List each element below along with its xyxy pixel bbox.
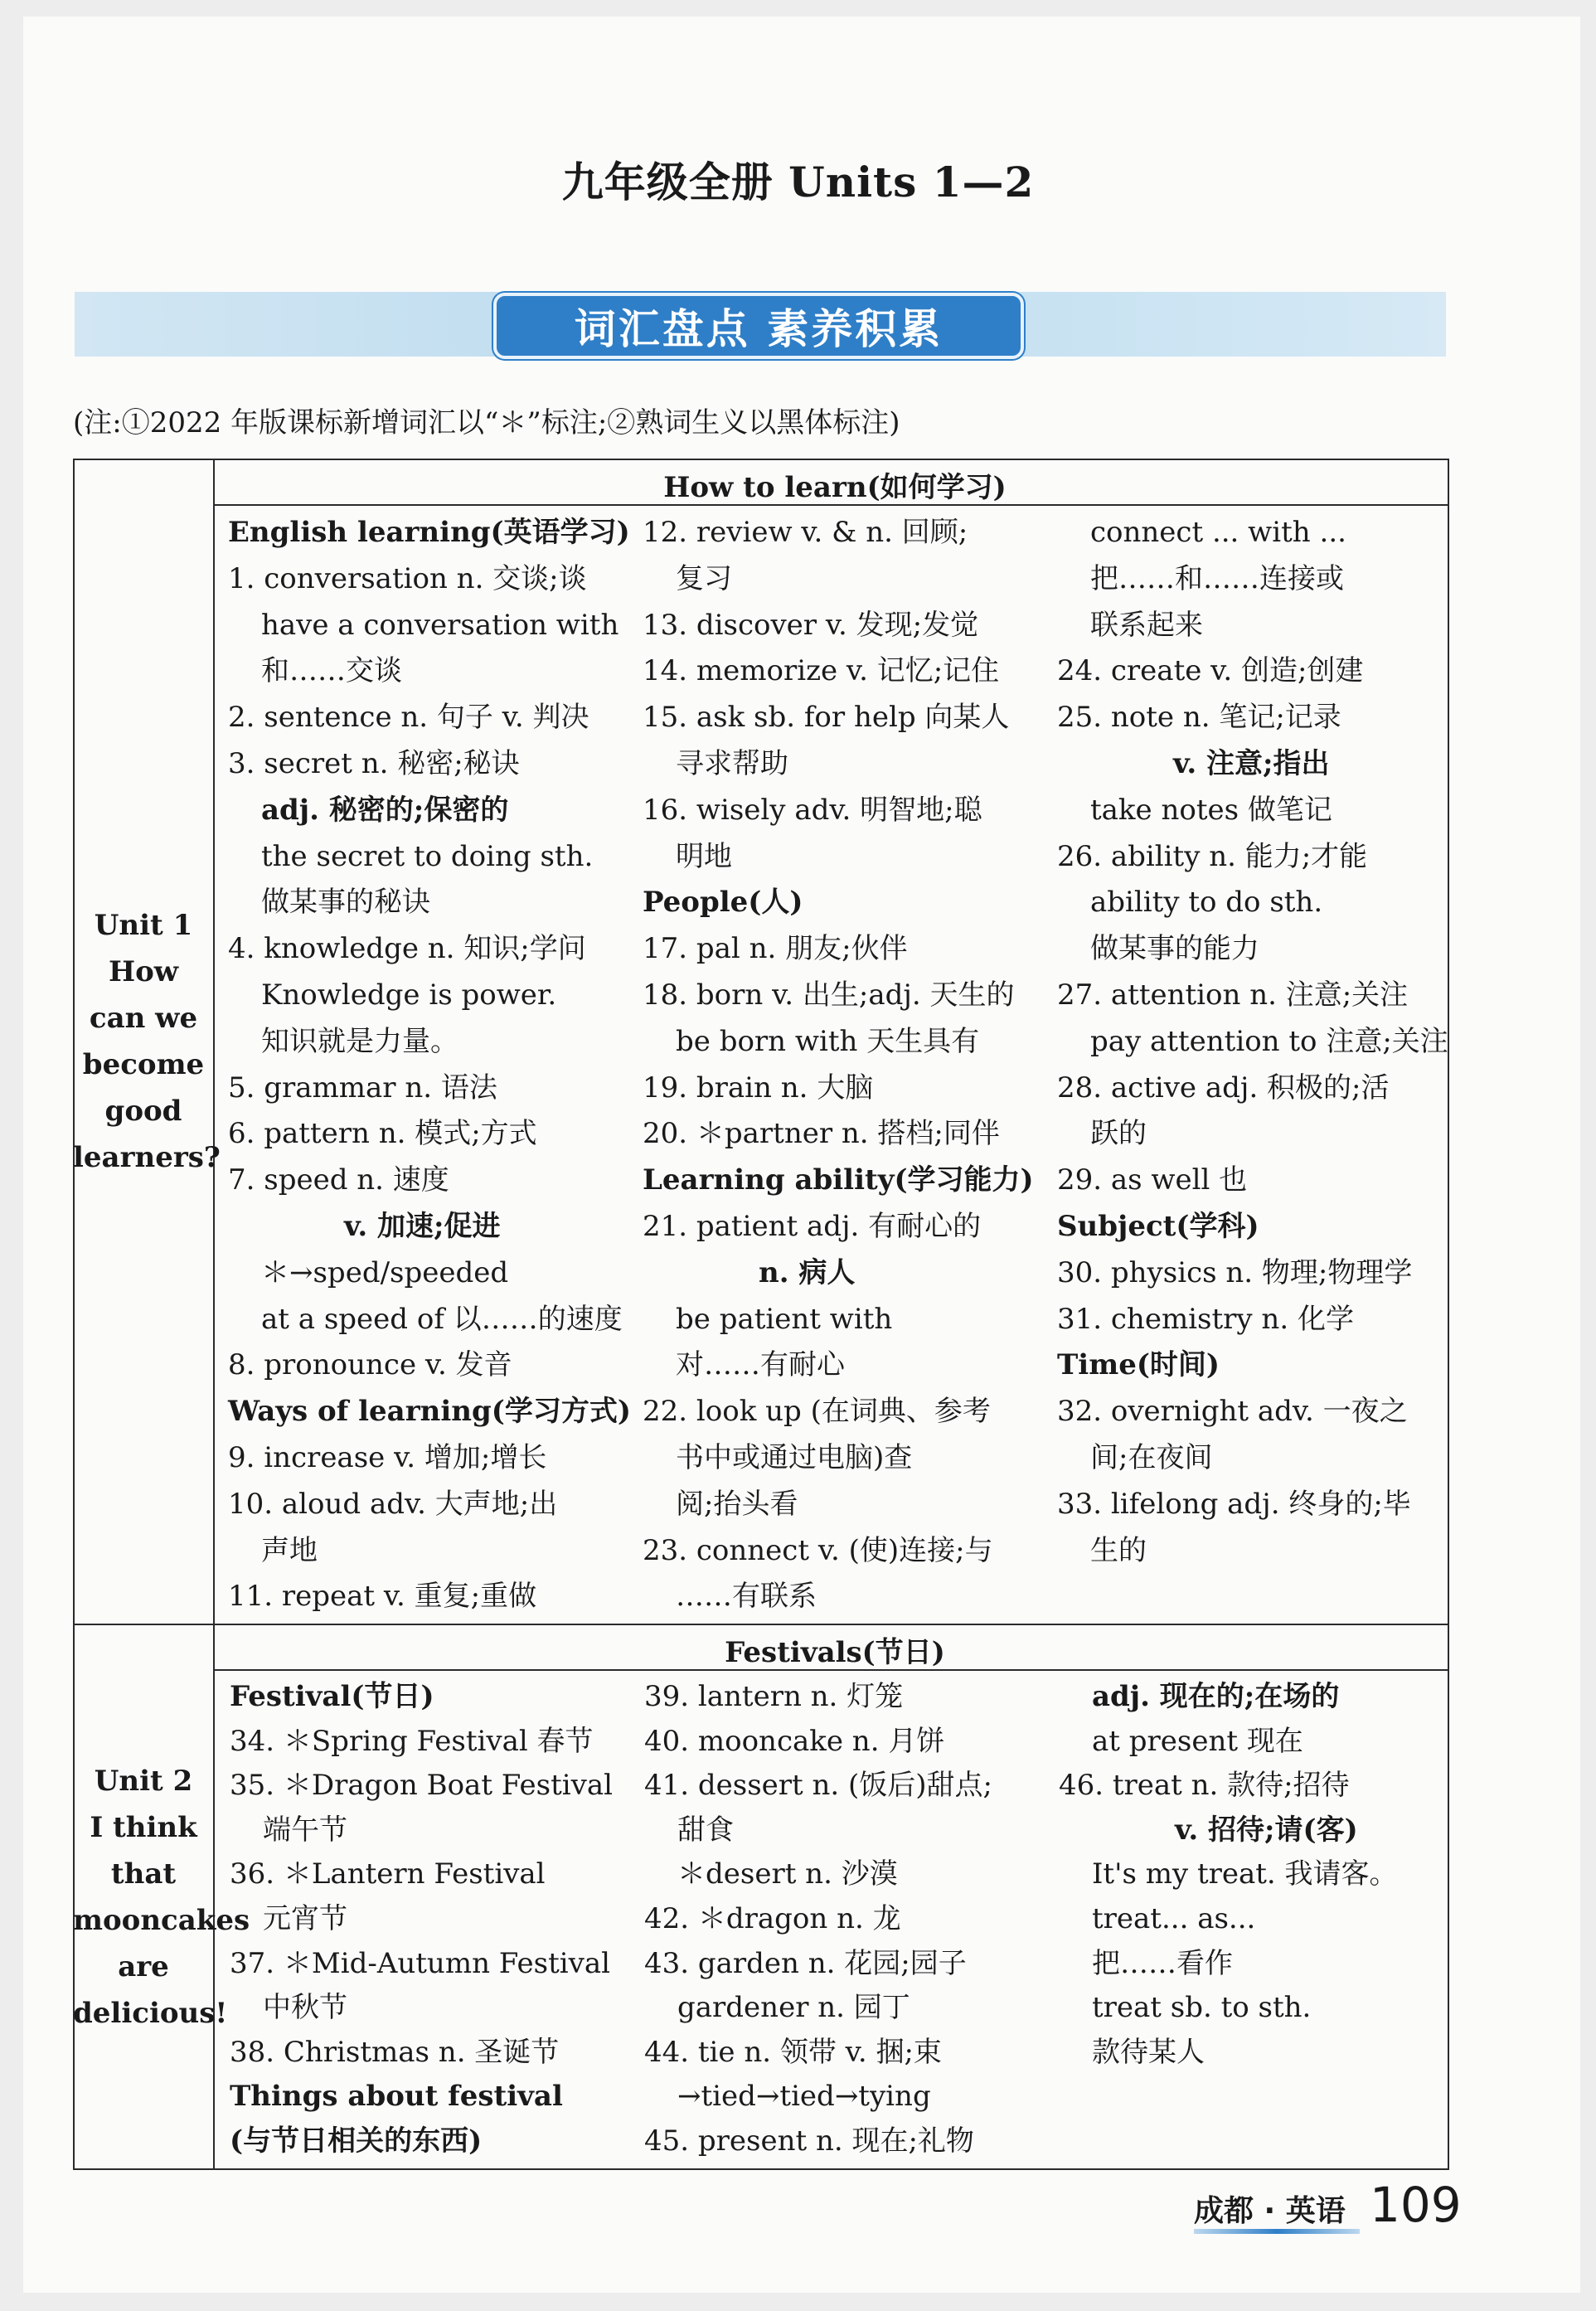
unit-label-line: become [82, 1048, 205, 1081]
vocab-line: 复习 [676, 561, 732, 595]
unit-label-line: are [118, 1950, 169, 1983]
vocab-line: 8. pronounce v. 发音 [228, 1348, 512, 1382]
vocab-line: 联系起来 [1090, 608, 1203, 642]
vocab-line: adj. 现在的;在场的 [1092, 1680, 1340, 1713]
vocab-line: 间;在夜间 [1090, 1440, 1213, 1474]
vocab-line: 38. Christmas n. 圣诞节 [230, 2035, 560, 2069]
vocab-line: 33. lifelong adj. 终身的;毕 [1057, 1487, 1411, 1521]
vocab-line: 21. patient adj. 有耐心的 [643, 1209, 982, 1243]
vocab-line: 24. create v. 创造;创建 [1057, 654, 1364, 688]
footer-label: 成都 · 英语 [1194, 2194, 1346, 2228]
vocab-line: 29. as well 也 [1057, 1163, 1248, 1197]
vocab-line: 20. ＊partner n. 搭档;同伴 [643, 1117, 1000, 1151]
vocab-line: 声地 [261, 1533, 318, 1567]
vocab-line: ＊desert n. 沙漠 [677, 1857, 898, 1891]
unit1-column-2 [643, 510, 1057, 1620]
vocab-line: n. 病人 [759, 1255, 856, 1289]
unit-label-line: that [110, 1857, 177, 1891]
vocab-line: at a speed of 以……的速度 [261, 1302, 623, 1336]
vocab-line: (与节日相关的东西) [230, 2124, 483, 2158]
vocab-line: 32. overnight adv. 一夜之 [1057, 1395, 1408, 1429]
vocab-line: treat sb. to sth. [1092, 1991, 1312, 2025]
unit2-column-2 [644, 1675, 1059, 2164]
unit-label-line: can we [89, 1002, 198, 1035]
vocab-line: 款待某人 [1092, 2035, 1205, 2069]
vocab-line: 甜食 [677, 1813, 734, 1847]
vocab-line: 15. ask sb. for help 向某人 [643, 701, 1010, 735]
vocab-line: 22. look up (在词典、参考 [643, 1395, 991, 1429]
vocab-line: 44. tie n. 领带 v. 捆;束 [644, 2035, 942, 2069]
unit-label-line: mooncakes [73, 1904, 250, 1937]
vocab-line: v. 加速;促进 [344, 1209, 501, 1243]
vocab-line: connect ... with ... [1090, 516, 1346, 549]
vocab-line: It's my treat. 我请客。 [1092, 1857, 1398, 1891]
vocab-line: 寻求帮助 [676, 746, 788, 780]
vocab-line: 和……交谈 [261, 654, 402, 688]
vocab-line: 中秋节 [263, 1991, 347, 2025]
vocab-line: 26. ability n. 能力;才能 [1057, 839, 1368, 873]
vocab-line: Knowledge is power. [261, 978, 557, 1012]
vocab-line: gardener n. 园丁 [677, 1991, 910, 2025]
note: (注:①2022 年版课标新增词汇以“＊”标注;②熟词生义以黑体标注) [73, 406, 900, 439]
vocab-line: 35. ＊Dragon Boat Festival [230, 1769, 613, 1803]
vocab-line: ……有联系 [676, 1580, 817, 1614]
vocab-line: 46. treat n. 款待;招待 [1059, 1769, 1350, 1803]
vocab-line: Time(时间) [1057, 1348, 1220, 1382]
unit-label-line: I think [90, 1811, 197, 1844]
vocab-line: 书中或通过电脑)查 [676, 1440, 913, 1474]
vocab-line: 做某事的能力 [1090, 932, 1259, 966]
vocab-line: 11. repeat v. 重复;重做 [228, 1580, 537, 1614]
vocab-line: be born with 天生具有 [676, 1024, 980, 1058]
vocab-line: 34. ＊Spring Festival 春节 [230, 1724, 594, 1758]
vocab-line: 37. ＊Mid-Autumn Festival [230, 1946, 610, 1980]
vocab-line: 19. brain n. 大脑 [643, 1071, 874, 1105]
unit-separator-line [73, 1624, 1449, 1625]
vocab-line: 14. memorize v. 记忆;记住 [643, 654, 1000, 688]
banner-title: 词汇盘点 素养积累 [493, 293, 1024, 359]
vocab-line: English learning(英语学习) [228, 516, 630, 549]
vocab-line: 3. secret n. 秘密;秘诀 [228, 746, 520, 780]
unit-label-line: How [108, 955, 179, 988]
vocab-line: 18. born v. 出生;adj. 天生的 [643, 978, 1015, 1012]
vocab-line: 生的 [1090, 1533, 1147, 1567]
vocab-line: ability to do sth. [1090, 886, 1323, 920]
unit1-column-1 [228, 510, 643, 1620]
vocab-line: 30. physics n. 物理;物理学 [1057, 1255, 1413, 1289]
footer-underline [1194, 2229, 1360, 2234]
vocab-line: People(人) [643, 886, 803, 920]
unit-label-line: Unit 2 [94, 1765, 193, 1798]
unit2-section-title: Festivals(节日) [725, 1636, 945, 1669]
vocab-line: 5. grammar n. 语法 [228, 1071, 497, 1105]
vocab-line: treat... as... [1092, 1901, 1256, 1935]
vocab-line: 43. garden n. 花园;园子 [644, 1946, 967, 1980]
vocab-line: 端午节 [263, 1813, 347, 1847]
vocab-line: pay attention to 注意;关注 [1090, 1024, 1448, 1058]
unit2-column-1 [230, 1675, 644, 2164]
vocab-line: 25. note n. 笔记;记录 [1057, 701, 1341, 735]
vocab-line: 36. ＊Lantern Festival [230, 1857, 546, 1891]
vocab-line: take notes 做笔记 [1090, 793, 1332, 827]
unit1-column-3 [1057, 510, 1472, 1574]
page-title: 九年级全册 Units 1—2 [561, 158, 1035, 206]
vocab-line: 把……看作 [1092, 1946, 1233, 1980]
vocab-line: 41. dessert n. (饭后)甜点; [644, 1769, 993, 1803]
vocab-line: 31. chemistry n. 化学 [1057, 1302, 1354, 1336]
vocab-line: 明地 [676, 839, 732, 873]
vocab-line: 阅;抬头看 [676, 1487, 798, 1521]
vocab-line: Ways of learning(学习方式) [228, 1395, 631, 1429]
vocab-line: ＊→sped/speeded [261, 1255, 509, 1289]
unit-label-line: good [104, 1095, 182, 1128]
vocab-line: 23. connect v. (使)连接;与 [643, 1533, 993, 1567]
vocab-line: v. 注意;指出 [1173, 746, 1330, 780]
vocab-line: the secret to doing sth. [261, 839, 594, 873]
unit-label-line: delicious! [73, 1997, 228, 2030]
vocab-line: 6. pattern n. 模式;方式 [228, 1117, 537, 1151]
vocab-line: 12. review v. & n. 回顾; [643, 516, 968, 549]
vocab-line: 45. present n. 现在;礼物 [644, 2124, 974, 2158]
vocab-line: 把……和……连接或 [1090, 561, 1344, 595]
vocab-line: Festival(节日) [230, 1680, 434, 1713]
vocab-line: Subject(学科) [1057, 1209, 1259, 1243]
vocab-line: 9. increase v. 增加;增长 [228, 1440, 547, 1474]
vocab-line: at present 现在 [1092, 1724, 1303, 1758]
vocab-line: 做某事的秘诀 [261, 886, 430, 920]
vocab-line: be patient with [676, 1302, 893, 1336]
vocab-line: 16. wisely adv. 明智地;聪 [643, 793, 982, 827]
unit2-column-3 [1059, 1675, 1473, 2075]
vocab-line: 27. attention n. 注意;关注 [1057, 978, 1409, 1012]
vocab-line: 1. conversation n. 交谈;谈 [228, 561, 587, 595]
page-number: 109 [1370, 2177, 1462, 2233]
vocab-line: 17. pal n. 朋友;伙伴 [643, 932, 908, 966]
vocab-line: adj. 秘密的;保密的 [261, 793, 509, 827]
vocab-line: 40. mooncake n. 月饼 [644, 1724, 945, 1758]
vocab-line: 跃的 [1090, 1117, 1147, 1151]
vocab-line: 2. sentence n. 句子 v. 判决 [228, 701, 589, 735]
vocab-line: Things about festival [230, 2080, 563, 2114]
unit-label-line: learners? [73, 1141, 221, 1174]
vocab-line: 42. ＊dragon n. 龙 [644, 1901, 901, 1935]
vocab-line: have a conversation with [261, 608, 619, 642]
vocab-line: 13. discover v. 发现;发觉 [643, 608, 979, 642]
vocab-line: 39. lantern n. 灯笼 [644, 1680, 904, 1713]
vocab-line: Learning ability(学习能力) [643, 1163, 1034, 1197]
vocab-line: v. 招待;请(客) [1175, 1813, 1358, 1847]
vocab-line: 知识就是力量。 [261, 1024, 458, 1058]
vocab-line: 7. speed n. 速度 [228, 1163, 449, 1197]
vocab-line: 元宵节 [263, 1901, 347, 1935]
vocab-line: 对……有耐心 [676, 1348, 845, 1382]
vocab-line: →tied→tied→tying [677, 2080, 931, 2114]
unit1-section-title: How to learn(如何学习) [663, 471, 1007, 504]
unit1-label [73, 902, 221, 1181]
vocab-line: 10. aloud adv. 大声地;出 [228, 1487, 558, 1521]
vocab-line: 4. knowledge n. 知识;学问 [228, 932, 586, 966]
unit2-label [73, 1758, 250, 2037]
vocab-line: 28. active adj. 积极的;活 [1057, 1071, 1390, 1105]
unit-label-line: Unit 1 [94, 909, 193, 942]
